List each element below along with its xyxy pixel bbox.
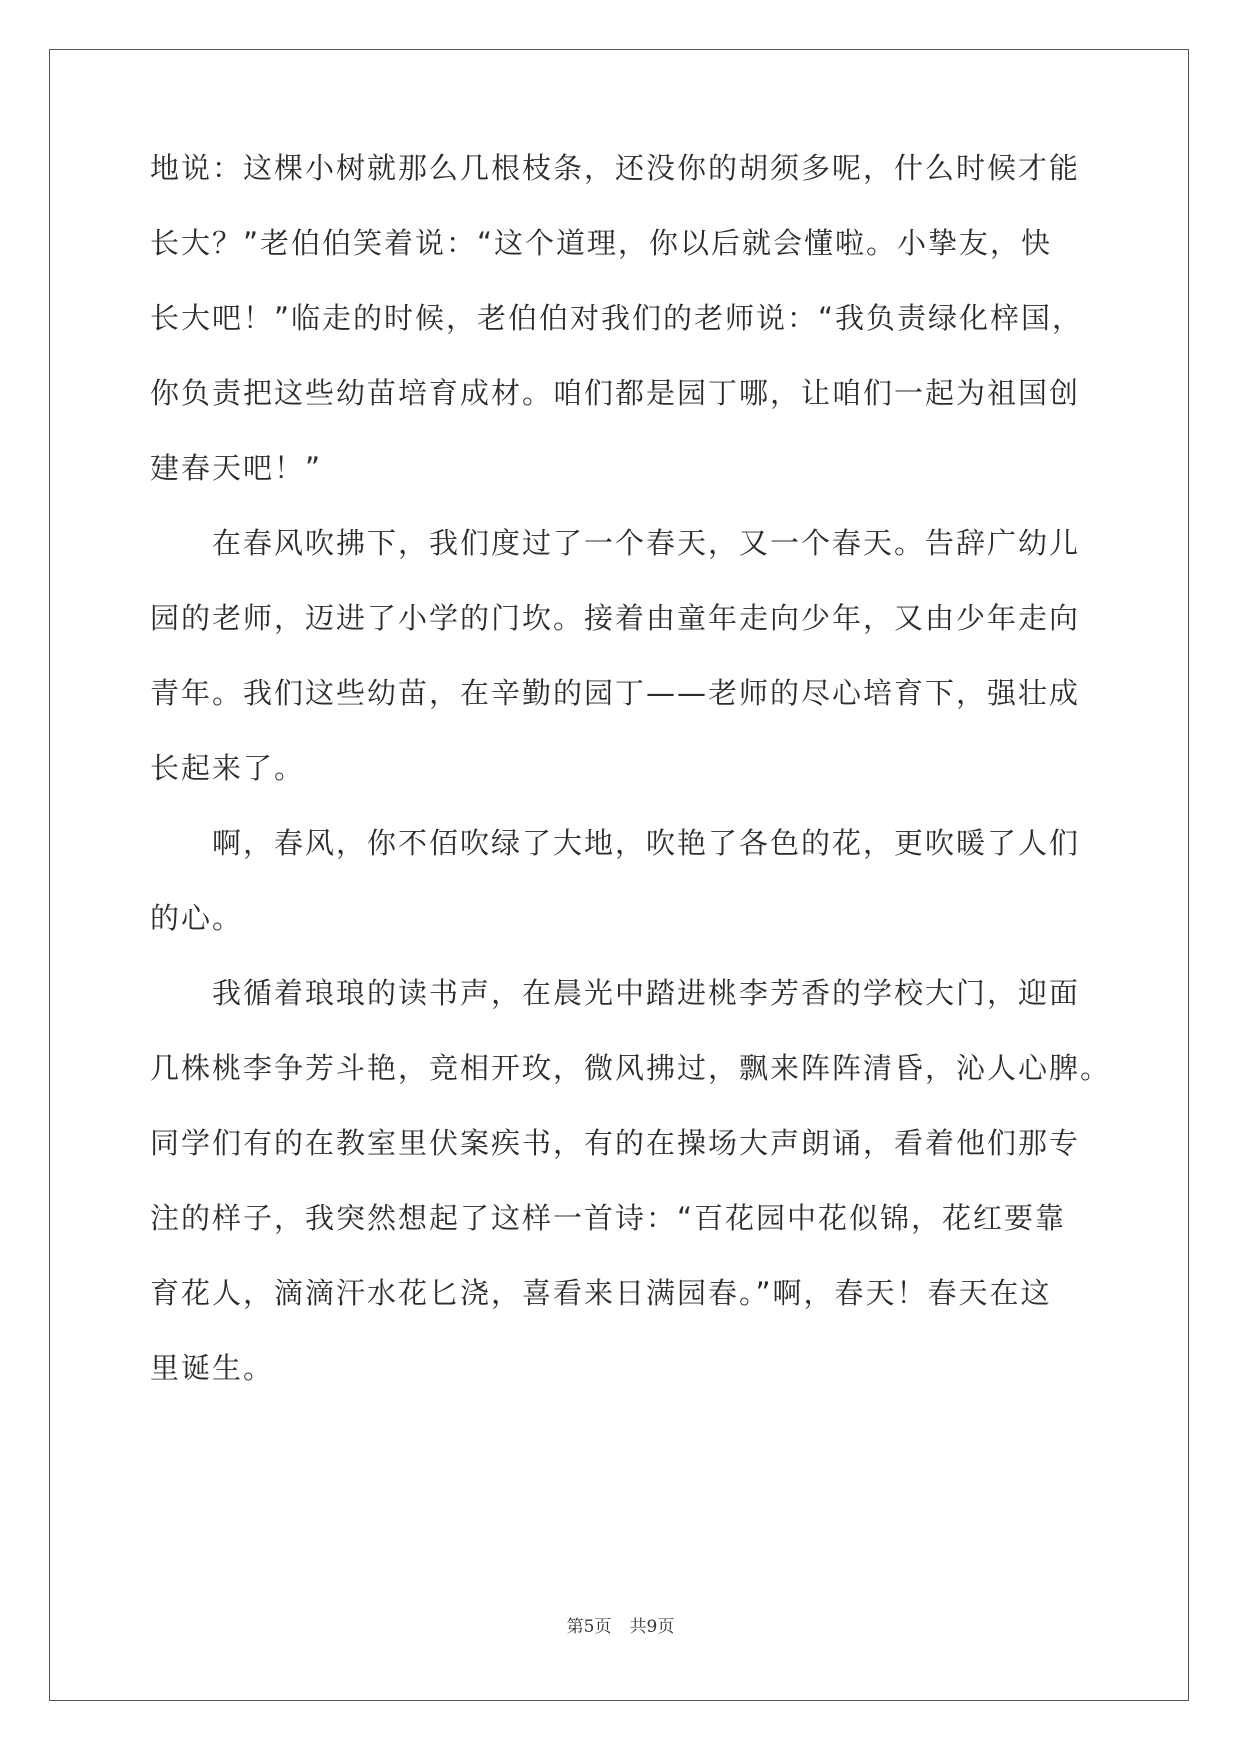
paragraph-first-line: 啊，春风，你不佰吹绿了大地，吹艳了各色的花，更吹暖了人们 bbox=[212, 826, 1081, 860]
page-border bbox=[49, 49, 1189, 1701]
page-footer bbox=[0, 1612, 1241, 1637]
text-line: 建春天吧！” bbox=[150, 451, 323, 485]
text-line: 长起来了。 bbox=[150, 751, 306, 785]
text-line: 青年。我们这些幼苗，在辛勤的园丁——老师的尽心培育下，强壮成 bbox=[150, 676, 1081, 710]
text-line: 同学们有的在教室里伏案疾书，有的在操场大声朗诵，看着他们那专 bbox=[150, 1126, 1081, 1160]
page-number: 第5页 bbox=[566, 1617, 612, 1637]
text-line: 里诞生。 bbox=[150, 1351, 275, 1385]
paragraph-first-line: 我循着琅琅的读书声，在晨光中踏进桃李芳香的学校大门，迎面 bbox=[212, 976, 1081, 1010]
paragraph-first-line: 在春风吹拂下，我们度过了一个春天，又一个春天。告辞广幼儿 bbox=[212, 526, 1081, 560]
text-line: 园的老师，迈进了小学的门坎。接着由童年走向少年，又由少年走向 bbox=[150, 601, 1081, 635]
text-line: 长大？”老伯伯笑着说：“这个道理，你以后就会懂啦。小挚友，快 bbox=[150, 226, 1053, 260]
text-line: 长大吧！”临走的时候，老伯伯对我们的老师说：“我负责绿化梓国， bbox=[150, 301, 1084, 335]
page-total: 共9页 bbox=[629, 1617, 675, 1637]
text-line: 地说：这棵小树就那么几根枝条，还没你的胡须多呢，什么时候才能 bbox=[150, 151, 1081, 185]
text-line: 几株桃李争芳斗艳，竞相开玫，微风拂过，飘来阵阵清昏，沁人心脾。 bbox=[150, 1051, 1112, 1085]
text-line: 育花人，滴滴汗水花匕浇，喜看来日满园春。”啊，春天！春天在这 bbox=[150, 1276, 1052, 1310]
text-line: 你负责把这些幼苗培育成材。咱们都是园丁哪，让咱们一起为祖国创 bbox=[150, 376, 1081, 410]
text-line: 注的样子，我突然想起了这样一首诗：“百花园中花似锦，花红要靠 bbox=[150, 1201, 1067, 1235]
text-line: 的心。 bbox=[150, 901, 244, 935]
